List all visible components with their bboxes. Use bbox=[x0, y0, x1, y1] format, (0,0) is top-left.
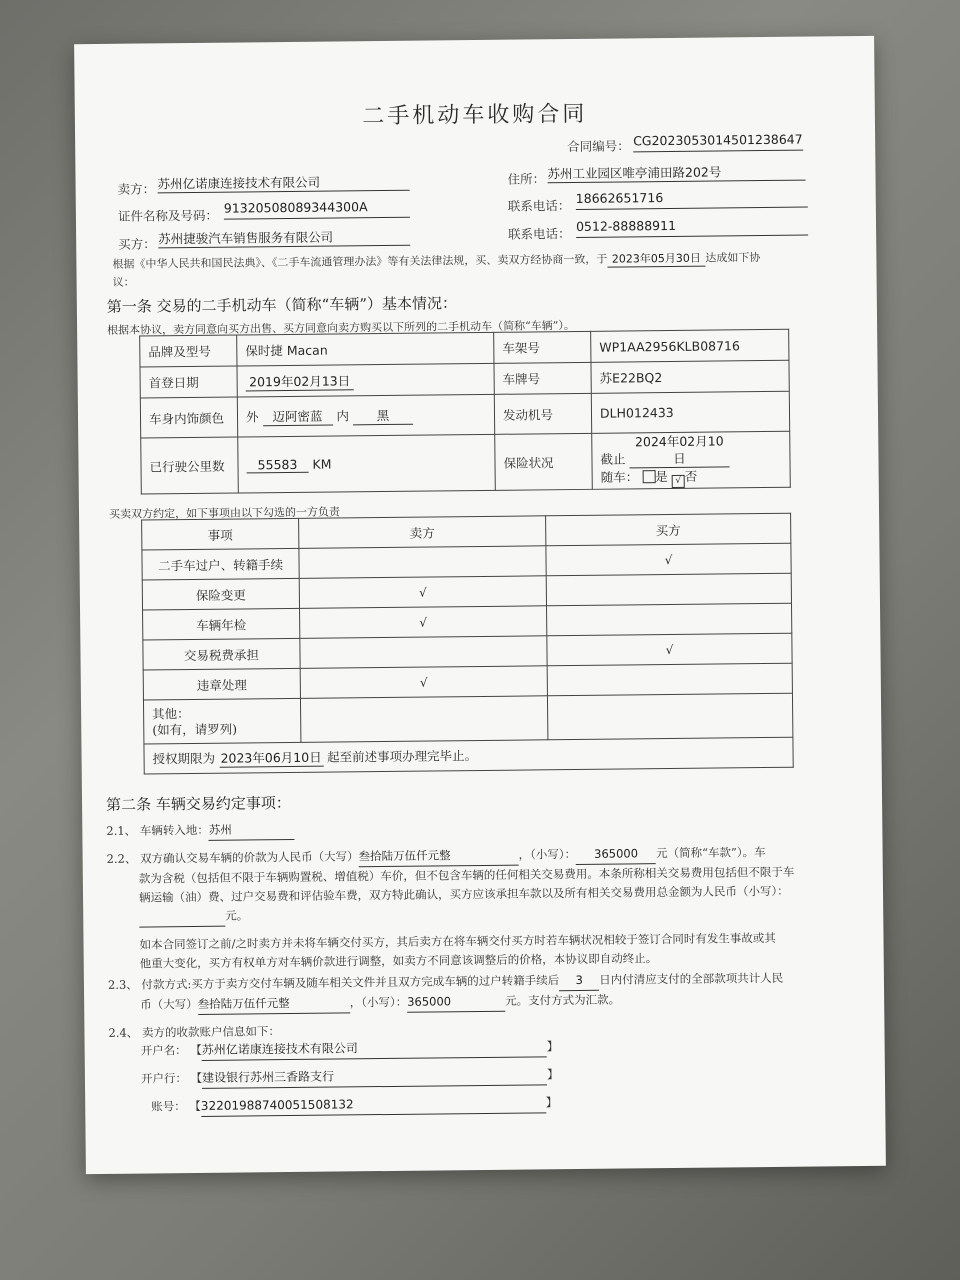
account-number: 32201988740051508132 bbox=[201, 1093, 546, 1117]
clause-2-2 bbox=[107, 842, 848, 974]
payment-uppercase: 叁拾陆万伍仟元整 bbox=[198, 993, 350, 1015]
adjust-line-2: 他重大变化，买方有权单方对车辆价款进行调整，如卖方不同意该调整后的价格，本协议即自动终止。 bbox=[139, 951, 658, 971]
duty-buyer-mark: √ bbox=[546, 543, 791, 576]
insurance-label: 保险状况 bbox=[495, 433, 593, 490]
duty-other-cell bbox=[143, 698, 300, 744]
transfer-place: 苏州 bbox=[209, 820, 295, 841]
preamble-text: 根据《中华人民共和国民法典》、《二手车流通管理办法》等有关法律法规，买、卖双方经协商一致，于 bbox=[112, 252, 608, 271]
bracket-open: 【 bbox=[189, 1098, 201, 1114]
contract-no: CG2023053014501238647 bbox=[633, 132, 803, 153]
table-row bbox=[143, 693, 792, 744]
duty-seller-mark bbox=[299, 546, 546, 579]
bracket-open: 【 bbox=[190, 1070, 203, 1086]
contract-paper bbox=[74, 36, 886, 1174]
payment-text: 付款方式:买方于卖方交付车辆及随车相关文件并且双方完成车辆的过户转籍手续后 bbox=[141, 973, 560, 992]
deadline-date: 2023年06月10日 bbox=[219, 748, 323, 768]
insurance-cell bbox=[592, 431, 791, 489]
vin-value: WP1AA2956KLB08716 bbox=[591, 329, 789, 362]
price-text-3: 元（简称“车款”）。车 bbox=[655, 845, 766, 861]
clause-no: 2.3、 bbox=[107, 977, 138, 992]
id-label: 证件名称及号码： bbox=[117, 207, 218, 224]
seller-phone: 18662651716 bbox=[576, 189, 808, 210]
price-text-2: ，（小写）： bbox=[518, 847, 577, 862]
payment-days: 3 bbox=[559, 971, 599, 991]
seller-address: 苏州工业园区唯亭浦田路202号 bbox=[547, 162, 805, 184]
payment-text-4: ，（小写）： bbox=[349, 994, 408, 1010]
payment-text-2: 日内付清应支付的全部款项共计人民 bbox=[599, 970, 784, 987]
with-car-label: 随车： bbox=[600, 469, 639, 485]
color-label: 车身内饰颜色 bbox=[140, 397, 237, 438]
duty-table bbox=[141, 513, 794, 775]
insurance-until-date: 2024年02月10日 bbox=[629, 432, 729, 468]
plate-label: 车牌号 bbox=[494, 362, 591, 394]
payment-text-5: 元。支付方式为汇款。 bbox=[505, 992, 621, 1008]
engine-label: 发动机号 bbox=[494, 393, 591, 434]
mileage-unit: KM bbox=[312, 456, 332, 472]
no-label: 否 bbox=[684, 468, 698, 484]
clause-no: 2.4、 bbox=[108, 1025, 139, 1040]
transfer-place-label: 车辆转入地： bbox=[139, 822, 209, 838]
account-name-row bbox=[141, 1037, 559, 1061]
duty-item: 违章处理 bbox=[143, 668, 300, 700]
duty-other-buyer bbox=[547, 693, 792, 740]
deadline-cell bbox=[144, 737, 793, 774]
duty-seller-mark: √ bbox=[300, 666, 547, 699]
account-name-label: 开户名： bbox=[140, 1043, 187, 1058]
interior-color: 黑 bbox=[353, 406, 413, 426]
account-title: 卖方的收款账户信息如下： bbox=[141, 1024, 280, 1040]
address-label: 住所： bbox=[507, 171, 546, 187]
account-no-row bbox=[151, 1093, 557, 1117]
vin-label: 车架号 bbox=[494, 331, 591, 363]
preamble-date: 2023年05月30日 bbox=[607, 250, 705, 268]
account-no-label: 账号： bbox=[151, 1099, 186, 1114]
mileage-label: 已行驶公里数 bbox=[141, 437, 239, 494]
clause-2-3 bbox=[108, 968, 848, 1016]
price-number: 365000 bbox=[576, 844, 656, 865]
duty-item: 二手车过户、转籍手续 bbox=[142, 548, 299, 580]
deadline-text: 起至前述事项办理完毕止。 bbox=[326, 748, 478, 765]
section-2-title: 第二条 车辆交易约定事项： bbox=[105, 793, 291, 814]
other-hint: (如有，请罗列) bbox=[152, 721, 238, 737]
duty-item: 保险变更 bbox=[142, 578, 299, 610]
buyer-name: 苏州捷骏汽车销售服务有限公司 bbox=[158, 227, 410, 249]
contract-no-label: 合同编号： bbox=[567, 138, 630, 155]
price-line-3: 辆运输（油）费、过户交易费和评估验车费，双方特此确认，买方应该承担车款以及所有相关交易费用总金额为人民币（小写）： bbox=[138, 883, 789, 905]
yes-checkbox bbox=[642, 470, 655, 483]
price-line-2: 款为含税（包括但不限于车辆购置税、增值税）车价，但不包含车辆的任何相关交易费用。本条所称相关交易费用包括但不限于车 bbox=[138, 864, 795, 886]
insurance-until-label: 截止 bbox=[600, 451, 626, 467]
seller-label: 卖方： bbox=[117, 181, 156, 197]
clause-no: 2.1、 bbox=[106, 823, 137, 838]
mileage-cell bbox=[238, 434, 496, 493]
duty-seller-mark bbox=[300, 636, 547, 669]
duty-buyer-mark bbox=[546, 573, 791, 606]
bracket-close: 】 bbox=[546, 1039, 559, 1054]
brand-value: 保时捷 Macan bbox=[237, 332, 494, 366]
price-uppercase: 叁拾陆万伍仟元整 bbox=[358, 846, 518, 868]
vehicle-table bbox=[139, 329, 791, 495]
clause-2-1 bbox=[106, 820, 295, 842]
bracket-open: 【 bbox=[190, 1042, 202, 1058]
price-line-4: 元。 bbox=[225, 908, 249, 923]
color-cell bbox=[237, 394, 494, 437]
payment-text-3: 币（大写） bbox=[140, 996, 198, 1012]
payment-number: 365000 bbox=[407, 992, 505, 1013]
bracket-close: 】 bbox=[545, 1095, 558, 1110]
deadline-label: 授权期限为 bbox=[152, 750, 216, 767]
account-bank-row bbox=[141, 1065, 559, 1089]
interior-label: 内 bbox=[336, 408, 350, 424]
reg-date-label: 首登日期 bbox=[140, 366, 237, 398]
reg-date-cell bbox=[237, 363, 494, 397]
section-1-intro: 根据本协议，卖方同意向买方出售、买方同意向卖方购买以下所列的二手机动车（简称“车辆”）。 bbox=[107, 318, 575, 337]
duty-item: 交易税费承担 bbox=[143, 638, 300, 670]
bracket-close: 】 bbox=[547, 1067, 559, 1082]
duty-seller-mark: √ bbox=[299, 576, 546, 609]
duty-header-item: 事项 bbox=[142, 518, 299, 550]
no-checkbox: √ bbox=[672, 475, 685, 488]
id-number: 91320508089344300A bbox=[224, 199, 410, 220]
buyer-phone-label: 联系电话： bbox=[508, 226, 571, 242]
plate-value: 苏E22BQ2 bbox=[591, 360, 789, 393]
yes-label: 是 bbox=[655, 469, 668, 485]
duty-intro: 买卖双方约定，如下事项由以下勾选的一方负责 bbox=[108, 505, 341, 521]
duty-buyer-mark: √ bbox=[547, 633, 792, 666]
exterior-color: 迈阿密蓝 bbox=[262, 407, 332, 427]
duty-buyer-mark bbox=[547, 603, 792, 636]
mileage-value: 55583 bbox=[246, 456, 308, 473]
price-text: 双方确认交易车辆的价款为人民币（大写） bbox=[140, 849, 359, 866]
document-title: 二手机动车收购合同 bbox=[362, 101, 588, 130]
seller-phone-label: 联系电话： bbox=[507, 198, 571, 214]
reg-date-value: 2019年02月13日 bbox=[246, 371, 354, 391]
clause-no: 2.2、 bbox=[106, 851, 137, 866]
duty-other-seller bbox=[300, 696, 547, 743]
buyer-phone: 0512-88888911 bbox=[576, 217, 808, 238]
engine-value: DLH012433 bbox=[591, 391, 789, 433]
preamble-text-end: 达成如下协 bbox=[705, 251, 761, 265]
seller-name: 苏州亿诺康连接技术有限公司 bbox=[157, 172, 409, 194]
section-1-title: 第一条 交易的二手机动车（简称“车辆”）基本情况： bbox=[106, 294, 458, 316]
duty-buyer-mark bbox=[547, 663, 792, 696]
adjust-line-1: 如本合同签订之前/之时卖方并未将车辆交付买方，其后卖方在将车辆交付买方时若车辆状况相较于签订合同时有发生事故或其 bbox=[139, 930, 776, 952]
exterior-label: 外 bbox=[245, 409, 259, 425]
brand-label: 品牌及型号 bbox=[140, 335, 237, 367]
preamble bbox=[112, 249, 812, 273]
buyer-label: 买方： bbox=[118, 236, 156, 252]
duty-item: 车辆年检 bbox=[143, 608, 300, 640]
account-bank-label: 开户行： bbox=[140, 1071, 188, 1086]
duty-header-seller: 卖方 bbox=[299, 516, 546, 549]
preamble-line2: 议： bbox=[112, 275, 135, 289]
account-name: 苏州亿诺康连接技术有限公司 bbox=[202, 1037, 547, 1061]
duty-header-buyer: 买方 bbox=[546, 513, 791, 546]
duty-seller-mark: √ bbox=[300, 606, 547, 639]
account-bank: 建设银行苏州三香路支行 bbox=[202, 1065, 547, 1089]
other-label: 其他： bbox=[152, 705, 190, 721]
